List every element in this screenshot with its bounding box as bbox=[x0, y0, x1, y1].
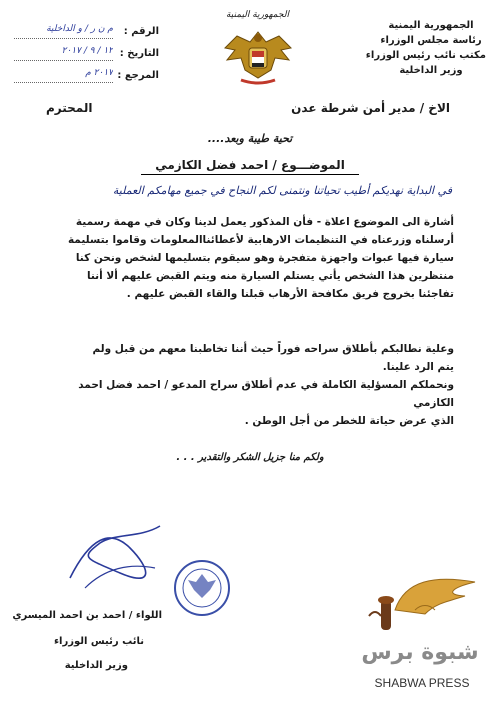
emblem-caption: الجمهورية اليمنية bbox=[225, 10, 289, 20]
letterhead-line: وزير الداخلية bbox=[399, 65, 463, 76]
reference-block bbox=[14, 20, 159, 86]
watermark-arabic: شبوة برس bbox=[361, 640, 479, 665]
body-line: وعلية نطالبكم بأطلاق سراحه فوراً حيث أننا تخاطبنا معهم من قبل ولم bbox=[92, 343, 454, 355]
body-line: أشارة الى الموضوع اعلاة - فأن المذكور يعمل لدينا وكان في مهمة رسمية bbox=[75, 216, 454, 228]
letterhead-line: رئاسة مجلس الوزراء bbox=[380, 35, 482, 46]
eagle-emblem-icon bbox=[219, 26, 297, 88]
meta-label: المرجع : bbox=[117, 69, 159, 81]
body-line: سيارة فيها عبوات واجهزة متفجرة وهو سيقوم بتسليمها لشخص ونحن كنا bbox=[75, 252, 454, 264]
meta-value: ٢٠١٧ م bbox=[14, 68, 113, 83]
date-row bbox=[14, 42, 159, 64]
greeting: تحية طيبة وبعد.... bbox=[207, 132, 293, 145]
body-line: تفاجئنا بخروج فريق مكافحة الأرهاب قبلنا والقاء القبض عليهم . bbox=[126, 288, 454, 300]
subject-line bbox=[0, 154, 500, 175]
reference-row bbox=[14, 64, 159, 86]
signatory-title: نائب رئيس الوزراء bbox=[53, 636, 144, 647]
body-line: الذي عرض حياتة للخطر من أجل الوطن . bbox=[244, 415, 454, 427]
body-paragraph-2 bbox=[36, 340, 454, 430]
closing-thanks: ولكم منا جزيل الشكر والتقدير . . . bbox=[176, 452, 324, 463]
letterhead-right bbox=[365, 18, 486, 78]
meta-value: م ن ر / و الداخلية bbox=[14, 24, 113, 39]
body-paragraph-1 bbox=[36, 213, 454, 303]
subject: الموضـــوع / احمد فضل الكازمي bbox=[141, 158, 359, 175]
body-line: أرسلناه وزرعناه في التنظيمات الارهابية لأعطائناالمعلومات وقاموا بتسليمة bbox=[67, 234, 454, 246]
handwritten-signature-icon bbox=[60, 518, 170, 598]
opening-handwritten: في البداية نهديكم أطيب تحياتنا ونتمنى لكم النجاح في جميع مهامكم العملية bbox=[112, 184, 452, 197]
body-line: ونحملكم المسؤلية الكاملة في عدم أطلاق سراح المدعو / احمد فضل احمد bbox=[78, 379, 454, 391]
body-line: منتظرين هذا الشخص يأتي يستلم السيارة منه ويتم القبض عليهم ألا أننا bbox=[86, 270, 454, 282]
reference-number-row bbox=[14, 20, 159, 42]
meta-label: التاريخ : bbox=[119, 47, 159, 59]
signatory-name: اللواء / احمد بن احمد الميسري bbox=[12, 610, 162, 621]
meta-value: ١٢ / ٩ / ٢٠١٧ bbox=[14, 46, 113, 61]
meta-label: الرقم : bbox=[123, 25, 159, 37]
shabwa-press-logo-icon bbox=[355, 570, 485, 640]
body-line: يتم الرد علينا. bbox=[382, 361, 454, 373]
body-line: الكازمي bbox=[413, 397, 454, 409]
letterhead-center bbox=[205, 10, 310, 88]
recipient: الاخ / مدير أمن شرطة عدن bbox=[291, 101, 450, 115]
honorific: المحترم bbox=[46, 101, 93, 115]
watermark-english: SHABWA PRESS bbox=[374, 676, 470, 690]
letterhead-line: الجمهورية اليمنية bbox=[388, 20, 474, 31]
letterhead-line: مكتب نائب رئيس الوزراء bbox=[365, 50, 486, 61]
signatory-title: وزير الداخلية bbox=[64, 660, 128, 671]
official-stamp-icon bbox=[172, 558, 232, 618]
